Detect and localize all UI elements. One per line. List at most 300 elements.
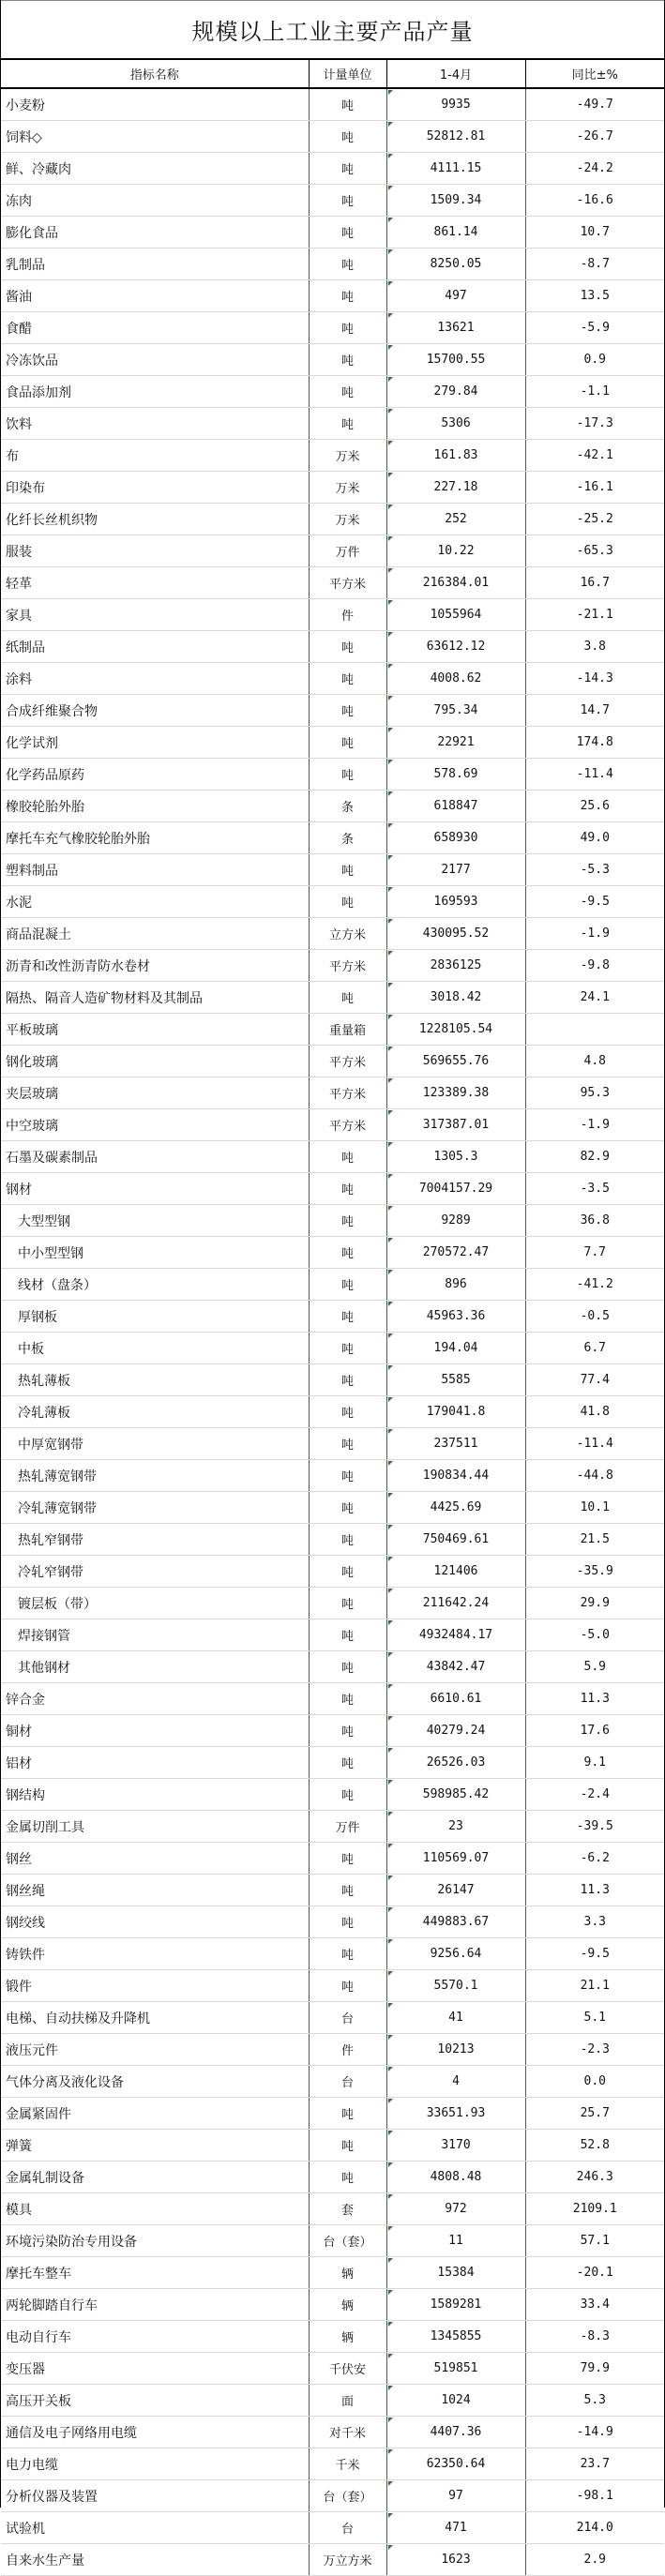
cell-yoy: -35.9 [525,1556,664,1588]
cell-yoy: -9.8 [525,950,664,982]
cell-yoy: 2109.1 [525,2193,664,2225]
cell-value [386,759,525,791]
cell-unit: 吨 [309,280,386,312]
cell-indicator-name: 环境污染防治专用设备 [1,2225,309,2257]
cell-value-text: 216384.01 [422,576,490,590]
cell-value-text: 1024 [441,2393,471,2407]
cell-marker-icon [388,1461,393,1466]
cell-value-text: 45963.36 [426,1309,486,1323]
cell-marker-icon [388,1493,393,1498]
cell-marker-icon [388,1844,393,1848]
cell-yoy: 23.7 [525,2448,664,2480]
cell-value [386,376,525,408]
cell-value [386,886,525,918]
cell-marker-icon [388,2162,393,2167]
table-row [1,1715,664,1747]
table-row [1,1077,664,1109]
table-row [1,1524,664,1556]
cell-value-text: 578.69 [433,767,478,781]
cell-unit: 吨 [309,185,386,217]
cell-marker-icon [388,218,393,222]
cell-indicator-name: 通信及电子网络用电缆 [1,2417,309,2448]
cell-value-text: 4425.69 [430,1500,482,1514]
cell-indicator-name: 膨化食品 [1,217,309,249]
table-row [1,2417,664,2448]
cell-indicator-name: 厚钢板 [1,1301,309,1333]
table-row [1,2066,664,2098]
cell-indicator-name: 自来水生产量 [1,2544,309,2576]
cell-yoy: -5.9 [525,312,664,344]
header-name: 指标名称 [1,60,309,88]
cell-marker-icon [388,664,393,669]
cell-value [386,982,525,1014]
table-row [1,535,664,567]
cell-indicator-name: 中小型型钢 [1,1237,309,1269]
cell-value-text: 13621 [437,321,475,335]
cell-indicator-name: 钢绞线 [1,1906,309,1938]
cell-unit: 吨 [309,1938,386,1970]
cell-yoy: 10.1 [525,1492,664,1524]
table-row [1,2225,664,2257]
table-row [1,312,664,344]
cell-value [386,2321,525,2353]
cell-value [386,1428,525,1460]
cell-marker-icon [388,951,393,956]
cell-indicator-name: 服装 [1,535,309,567]
cell-value [386,1715,525,1747]
cell-value [386,2448,525,2480]
cell-value-text: 519851 [433,2361,478,2375]
cell-indicator-name: 热轧薄宽钢带 [1,1460,309,1492]
cell-value-text: 598985.42 [422,1787,490,1801]
cell-unit: 万米 [309,472,386,504]
cell-marker-icon [388,1939,393,1944]
cell-value-text: 658930 [433,831,478,845]
table-row [1,1619,664,1651]
cell-indicator-name: 合成纤维聚合物 [1,695,309,727]
cell-value [386,1109,525,1141]
cell-indicator-name: 电力电缆 [1,2448,309,2480]
cell-indicator-name: 热轧窄钢带 [1,1524,309,1556]
cell-indicator-name: 铸铁件 [1,1938,309,1970]
table-row [1,854,664,886]
cell-value [386,1364,525,1396]
cell-indicator-name: 冷轧窄钢带 [1,1556,309,1588]
cell-marker-icon [388,1812,393,1816]
cell-indicator-name: 乳制品 [1,249,309,280]
cell-value-text: 1623 [441,2553,471,2567]
cell-indicator-name: 平板玻璃 [1,1014,309,1046]
cell-yoy: -20.1 [525,2257,664,2289]
cell-indicator-name: 石墨及碳素制品 [1,1141,309,1173]
cell-yoy: 0.9 [525,344,664,376]
cell-yoy: 21.5 [525,1524,664,1556]
cell-unit: 吨 [309,2130,386,2162]
cell-value-text: 227.18 [433,480,478,494]
cell-indicator-name: 布 [1,440,309,472]
cell-unit: 吨 [309,1301,386,1333]
cell-marker-icon [388,281,393,286]
cell-marker-icon [388,313,393,318]
cell-indicator-name: 夹层玻璃 [1,1077,309,1109]
cell-value-text: 569655.76 [422,1054,490,1068]
cell-value [386,535,525,567]
cell-value [386,1492,525,1524]
cell-indicator-name: 分析仪器及装置 [1,2480,309,2512]
cell-unit: 吨 [309,217,386,249]
cell-unit: 平方米 [309,567,386,599]
cell-value [386,153,525,185]
cell-yoy: 95.3 [525,1077,664,1109]
table-row [1,2480,664,2512]
cell-value-text: 9935 [441,98,471,112]
cell-indicator-name: 钢丝 [1,1843,309,1875]
table-row [1,2162,664,2193]
cell-value-text: 211642.24 [422,1596,490,1610]
table-row [1,1428,664,1460]
cell-value [386,1875,525,1906]
cell-unit: 吨 [309,1843,386,1875]
cell-marker-icon [388,855,393,860]
cell-unit: 台 [309,2002,386,2034]
cell-value-text: 317387.01 [422,1118,490,1132]
cell-value-text: 5570.1 [433,1979,478,1993]
cell-marker-icon [388,823,393,828]
cell-marker-icon [388,1780,393,1785]
cell-indicator-name: 铝材 [1,1747,309,1779]
cell-marker-icon [388,409,393,414]
cell-unit: 吨 [309,2098,386,2130]
cell-yoy: -5.0 [525,1619,664,1651]
table-row [1,1460,664,1492]
cell-yoy: -39.5 [525,1811,664,1843]
cell-yoy: 79.9 [525,2353,664,2385]
table-row [1,504,664,535]
cell-value [386,1938,525,1970]
cell-value [386,1588,525,1619]
cell-value [386,1269,525,1301]
cell-marker-icon [388,1620,393,1625]
cell-marker-icon [388,1652,393,1657]
cell-value [386,1843,525,1875]
cell-value [386,280,525,312]
cell-marker-icon [388,122,393,127]
cell-yoy: 13.5 [525,280,664,312]
cell-yoy: -1.9 [525,1109,664,1141]
cell-indicator-name: 食醋 [1,312,309,344]
cell-yoy: 29.9 [525,1588,664,1619]
cell-yoy: -16.6 [525,185,664,217]
cell-value-text: 618847 [433,799,478,813]
cell-marker-icon [388,1270,393,1274]
cell-value [386,2353,525,2385]
table-row [1,1970,664,2002]
cell-unit: 吨 [309,1651,386,1683]
cell-indicator-name: 冷轧薄板 [1,1396,309,1428]
cell-indicator-name: 线材（盘条） [1,1269,309,1301]
cell-indicator-name: 中厚宽钢带 [1,1428,309,1460]
cell-unit: 面 [309,2385,386,2417]
cell-marker-icon [388,791,393,796]
cell-yoy: -44.8 [525,1460,664,1492]
cell-yoy: 214.0 [525,2512,664,2544]
cell-value-text: 471 [445,2521,467,2535]
cell-indicator-name: 气体分离及液化设备 [1,2066,309,2098]
cell-yoy: 5.1 [525,2002,664,2034]
cell-indicator-name: 化学药品原药 [1,759,309,791]
cell-value [386,312,525,344]
cell-unit: 套 [309,2193,386,2225]
cell-indicator-name: 中板 [1,1333,309,1364]
cell-value [386,121,525,153]
cell-indicator-name: 小麦粉 [1,88,309,121]
cell-value-text: 972 [445,2202,467,2216]
cell-value-text: 10.22 [437,544,475,558]
cell-value-text: 3170 [441,2138,471,2152]
cell-indicator-name: 电梯、自动扶梯及升降机 [1,2002,309,2034]
cell-yoy: 246.3 [525,2162,664,2193]
cell-indicator-name: 水泥 [1,886,309,918]
table-row [1,153,664,185]
cell-value [386,1556,525,1588]
cell-yoy: 25.6 [525,791,664,822]
cell-value [386,2512,525,2544]
cell-marker-icon [388,1876,393,1880]
cell-value-text: 449883.67 [422,1915,490,1929]
cell-indicator-name: 大型型钢 [1,1205,309,1237]
cell-value-text: 63612.12 [426,640,486,654]
table-row [1,1269,664,1301]
table-row [1,1588,664,1619]
table-row [1,344,664,376]
cell-value-text: 1305.3 [433,1150,478,1164]
cell-indicator-name: 家具 [1,599,309,631]
table-row [1,599,664,631]
table-row [1,1396,664,1428]
table-header-row [1,60,664,88]
cell-yoy: -5.3 [525,854,664,886]
table-row [1,1046,664,1077]
cell-indicator-name: 金属切削工具 [1,1811,309,1843]
table-row [1,982,664,1014]
cell-yoy: 21.1 [525,1970,664,2002]
cell-value-text: 9256.64 [430,1947,482,1961]
cell-indicator-name: 高压开关板 [1,2385,309,2417]
cell-value [386,1460,525,1492]
cell-unit: 吨 [309,1460,386,1492]
cell-yoy: -0.5 [525,1301,664,1333]
cell-yoy: -2.4 [525,1779,664,1811]
cell-indicator-name: 鲜、冷藏肉 [1,153,309,185]
cell-yoy: -11.4 [525,759,664,791]
cell-indicator-name: 钢化玻璃 [1,1046,309,1077]
cell-value [386,217,525,249]
cell-yoy: -6.2 [525,1843,664,1875]
cell-marker-icon [388,2354,393,2358]
table-row [1,567,664,599]
cell-value [386,631,525,663]
cell-marker-icon [388,1429,393,1434]
cell-value-text: 279.84 [433,384,478,399]
cell-value-text: 1589281 [430,2297,482,2312]
cell-indicator-name: 热轧薄板 [1,1364,309,1396]
cell-indicator-name: 两轮脚踏自行车 [1,2289,309,2321]
cell-value-text: 5306 [441,416,471,430]
cell-marker-icon [388,2035,393,2040]
cell-indicator-name: 饮料 [1,408,309,440]
table-row [1,2193,664,2225]
cell-value [386,1619,525,1651]
cell-marker-icon [388,1015,393,1019]
cell-marker-icon [388,1397,393,1402]
cell-unit: 件 [309,599,386,631]
cell-marker-icon [388,1078,393,1083]
cell-value [386,2098,525,2130]
cell-value [386,599,525,631]
table-row [1,2321,664,2353]
cell-value-text: 23 [448,1819,463,1833]
cell-unit: 吨 [309,88,386,121]
cell-value [386,2162,525,2193]
cell-value [386,2034,525,2066]
cell-unit: 吨 [309,121,386,153]
table-row [1,918,664,950]
cell-unit: 吨 [309,1141,386,1173]
cell-yoy: -42.1 [525,440,664,472]
table-row [1,2512,664,2544]
cell-indicator-name: 镀层板（带） [1,1588,309,1619]
cell-marker-icon [388,1142,393,1147]
cell-marker-icon [388,377,393,382]
cell-value [386,344,525,376]
cell-value-text: 750469.61 [422,1532,490,1546]
table-row [1,2130,664,2162]
cell-value-text: 497 [445,289,467,303]
table-row [1,185,664,217]
cell-indicator-name: 铜材 [1,1715,309,1747]
cell-value-text: 4008.62 [430,671,482,685]
cell-value [386,249,525,280]
cell-indicator-name: 液压元件 [1,2034,309,2066]
table-row [1,88,664,121]
cell-unit: 平方米 [309,1109,386,1141]
cell-marker-icon [388,887,393,892]
cell-value-text: 2836125 [430,958,482,972]
cell-unit: 立方米 [309,918,386,950]
cell-value [386,918,525,950]
cell-unit: 吨 [309,1619,386,1651]
cell-unit: 吨 [309,759,386,791]
cell-marker-icon [388,1525,393,1529]
cell-value [386,854,525,886]
cell-unit: 吨 [309,1269,386,1301]
cell-unit: 吨 [309,854,386,886]
cell-value [386,1651,525,1683]
cell-marker-icon [388,2418,393,2422]
cell-yoy: -21.1 [525,599,664,631]
cell-yoy: -14.3 [525,663,664,695]
cell-marker-icon [388,1716,393,1721]
cell-marker-icon [388,2099,393,2103]
cell-indicator-name: 电动自行车 [1,2321,309,2353]
cell-marker-icon [388,2131,393,2135]
cell-yoy: -9.5 [525,1938,664,1970]
cell-indicator-name: 弹簧 [1,2130,309,2162]
cell-unit: 吨 [309,727,386,759]
cell-value [386,1237,525,1269]
cell-unit: 吨 [309,1428,386,1460]
cell-yoy: 41.8 [525,1396,664,1428]
cell-indicator-name: 轻革 [1,567,309,599]
cell-indicator-name: 中空玻璃 [1,1109,309,1141]
table-row [1,1779,664,1811]
cell-unit: 吨 [309,1173,386,1205]
cell-value-text: 4808.48 [430,2170,482,2184]
cell-value-text: 4407.36 [430,2425,482,2439]
cell-value [386,408,525,440]
cell-value-text: 97 [448,2489,463,2503]
table-row [1,2034,664,2066]
cell-value-text: 1509.34 [430,193,482,207]
cell-indicator-name: 锌合金 [1,1683,309,1715]
cell-yoy: -26.7 [525,121,664,153]
cell-value [386,2544,525,2576]
cell-yoy: -8.7 [525,249,664,280]
cell-value-text: 11 [448,2234,463,2248]
cell-marker-icon [388,536,393,541]
table-row [1,1237,664,1269]
table-row [1,249,664,280]
table-row [1,727,664,759]
cell-value-text: 161.83 [433,448,478,462]
cell-unit: 吨 [309,886,386,918]
cell-unit: 吨 [309,153,386,185]
table-row [1,217,664,249]
cell-marker-icon [388,919,393,924]
cell-value-text: 40279.24 [426,1724,486,1738]
cell-value [386,1333,525,1364]
cell-marker-icon [388,2386,393,2390]
cell-indicator-name: 钢材 [1,1173,309,1205]
cell-unit: 吨 [309,1906,386,1938]
table-row [1,1556,664,1588]
cell-yoy: -1.1 [525,376,664,408]
cell-yoy: -11.4 [525,1428,664,1460]
cell-value-text: 3018.42 [430,990,482,1004]
cell-yoy: 11.3 [525,1875,664,1906]
table-row [1,472,664,504]
cell-yoy: 3.3 [525,1906,664,1938]
cell-value-text: 43842.47 [426,1660,486,1674]
cell-value [386,2417,525,2448]
cell-indicator-name: 饲料◇ [1,121,309,153]
cell-unit: 万米 [309,440,386,472]
cell-unit: 千米 [309,2448,386,2480]
cell-value-text: 62350.64 [426,2457,486,2471]
cell-value-text: 26147 [437,1883,475,1897]
cell-yoy: 77.4 [525,1364,664,1396]
cell-yoy: -49.7 [525,88,664,121]
cell-value-text: 169593 [433,895,478,909]
cell-marker-icon [388,2067,393,2071]
cell-marker-icon [388,2322,393,2327]
cell-yoy: 57.1 [525,2225,664,2257]
cell-yoy: 5.3 [525,2385,664,2417]
cell-value-text: 1345855 [430,2329,482,2343]
cell-yoy: -98.1 [525,2480,664,2512]
production-table [1,60,664,2576]
cell-unit: 吨 [309,376,386,408]
